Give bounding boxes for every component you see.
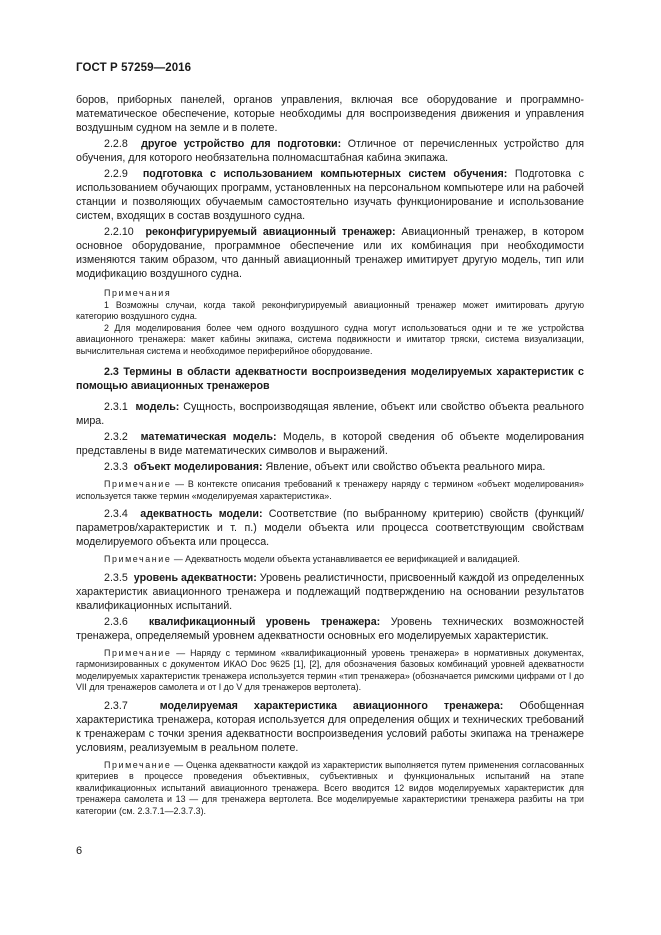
term-definition: Уровень технических возможностей тренажера, определяемый уровнем адекватности основных его моделируемых характеристик.: [76, 615, 584, 642]
note-text: — Оценка адекватности каждой из характеристик выполняется путем применения согласованных критериев в процессе проведения объективных, субъективных и функциональных испытаний на этапе квалификационных испытаний авиационного тренажера. Всего вводится 12 видов моделируемых характеристик для тренажера самолета и 13 — для тренажера вертолета. Все моделируемые характеристики тренажера разбиты на три категории (см. 2.3.7.1—2.3.7.3).: [76, 759, 584, 816]
term-definition: Модель, в которой сведения об объекте моделирования представлены в виде математических символов и выражений.: [76, 431, 584, 457]
note-2-3-7: [76, 760, 584, 818]
term-2-3-7: [76, 699, 584, 755]
term-2-2-10: [76, 225, 584, 281]
term-definition: Соответствие (по выбранному критерию) свойств (функций/параметров/характеристик и т. п.) модели объекта или процесса соответствующим свойствам моделируемого объекта или процесса.: [76, 508, 584, 548]
term-name: другое устройство для подготовки:: [141, 138, 342, 150]
term-name: подготовка с использованием компьютерных систем обучения:: [142, 168, 508, 180]
term-2-3-2: [76, 430, 584, 458]
note-2-3-6: [76, 648, 584, 694]
term-definition: Явление, объект или свойство объекта реального мира.: [262, 461, 546, 473]
term-name: уровень адекватности:: [133, 571, 257, 584]
term-definition: Отличное от перечисленных устройство для обучения, для которого необязательна полномасштабная кабина экипажа.: [76, 138, 584, 164]
note-text: — Наряду с термином «квалификационный уровень тренажера» в нормативных документах, гармонизированных с документом ИКАО Doc 9625 [1], [2], для обозначения базовых комбинаций уровней адекватности моделируемых характеристик тренажера используется термин «тип тренажера» (обозначается римскими цифрами от I до VII для тренажеров самолета и от I до V для тренажеров вертолета).: [76, 647, 584, 692]
term-number: 2.3.5: [104, 571, 128, 584]
term-name: объект моделирования:: [133, 461, 263, 473]
term-definition: Сущность, воспроизводящая явление, объект или свойство объекта реального мира.: [76, 401, 584, 427]
term-name: квалификационный уровень тренажера:: [148, 615, 381, 628]
note-2-3-4: [76, 554, 584, 566]
term-definition: Уровень реалистичности, присвоенный каждой из определенных характеристик авиационного тренажера и подлежащий подтверждению на основании результатов квалификационных испытаний.: [76, 571, 584, 612]
term-name: адекватность модели:: [140, 508, 263, 520]
term-name: математическая модель:: [140, 431, 277, 443]
document-header: ГОСТ Р 57259—2016: [76, 62, 192, 74]
note-text: — Адекватность модели объекта устанавливается ее верификацией и валидацией.: [171, 554, 520, 564]
term-number: 2.2.10: [104, 226, 134, 238]
term-number: 2.3.2: [104, 431, 128, 443]
term-2-3-5: [76, 571, 584, 613]
section-heading-2-3: 2.3 Термины в области адекватности воспроизведения моделируемых характеристик с помощью авиационных тренажеров: [76, 366, 584, 392]
term-number: 2.3.3: [104, 461, 128, 473]
note-label: Примечание: [104, 647, 172, 658]
term-2-3-6: [76, 615, 584, 643]
paragraph-continuation: боров, приборных панелей, органов управления, включая все оборудование и программно-математическое обеспечение, которые необходимы для воспроизведения движения и управления воздушным судном на земле и в полете.: [76, 94, 584, 134]
term-2-3-1: [76, 400, 584, 428]
term-name: модель:: [135, 401, 180, 413]
note-text: — В контексте описания требований к тренажеру наряду с термином «объект моделирования» используется также термин «моделируемая характеристика».: [76, 479, 584, 501]
note-2: 2 Для моделирования более чем одного воздушного судна могут использоваться одни и те же устройства авиационного тренажера: макет кабины экипажа, система подвижности и имитатор тряски, система визуализации, вычислительная система и необходимое периферийное оборудование.: [76, 322, 584, 356]
term-2-2-8: [76, 137, 584, 165]
page-content: [76, 93, 584, 817]
term-name: моделируемая характеристика авиационного тренажера:: [159, 699, 504, 712]
term-number: 2.2.9: [104, 168, 128, 180]
notes-heading: Примечания: [104, 288, 172, 298]
term-number: 2.3.1: [104, 401, 128, 413]
note-label: Примечание: [104, 759, 172, 770]
note-label: Примечание: [104, 554, 172, 564]
term-number: 2.3.4: [104, 508, 128, 520]
term-name: реконфигурируемый авиационный тренажер:: [145, 226, 396, 238]
page-number: 6: [76, 845, 83, 857]
term-definition: Подготовка с использованием обучающих программ, установленных на персональном компьютере или на рабочей станции и позволяющих обучаемым самостоятельно изучать функционирование и использование систем, входящих в состав воздушного судна.: [76, 168, 584, 222]
term-2-3-3: [76, 460, 584, 474]
term-definition: Обобщенная характеристика тренажера, которая используется для определения общих и технических требований к тренажерам с точки зрения адекватности воспроизведения условий работы экипажа на тренажере условиям, реализуемым в реальном полете.: [76, 699, 584, 754]
term-2-2-9: [76, 167, 584, 223]
note-1: 1 Возможны случаи, когда такой реконфигурируемый авиационный тренажер может имитировать другую категорию воздушного судна.: [76, 299, 584, 321]
note-label: Примечание: [104, 479, 172, 489]
note-2-3-3: [76, 479, 584, 502]
term-definition: Авиационный тренажер, в котором основное оборудование, программное обеспечение или их комбинация при необходимости изменяются таким образом, что данный авиационный тренажер имитирует другую модель, тип или модификацию воздушного судна.: [76, 226, 584, 280]
term-number: 2.3.6: [104, 615, 128, 628]
term-number: 2.2.8: [104, 138, 128, 150]
term-number: 2.3.7: [104, 699, 128, 712]
term-2-3-4: [76, 507, 584, 549]
